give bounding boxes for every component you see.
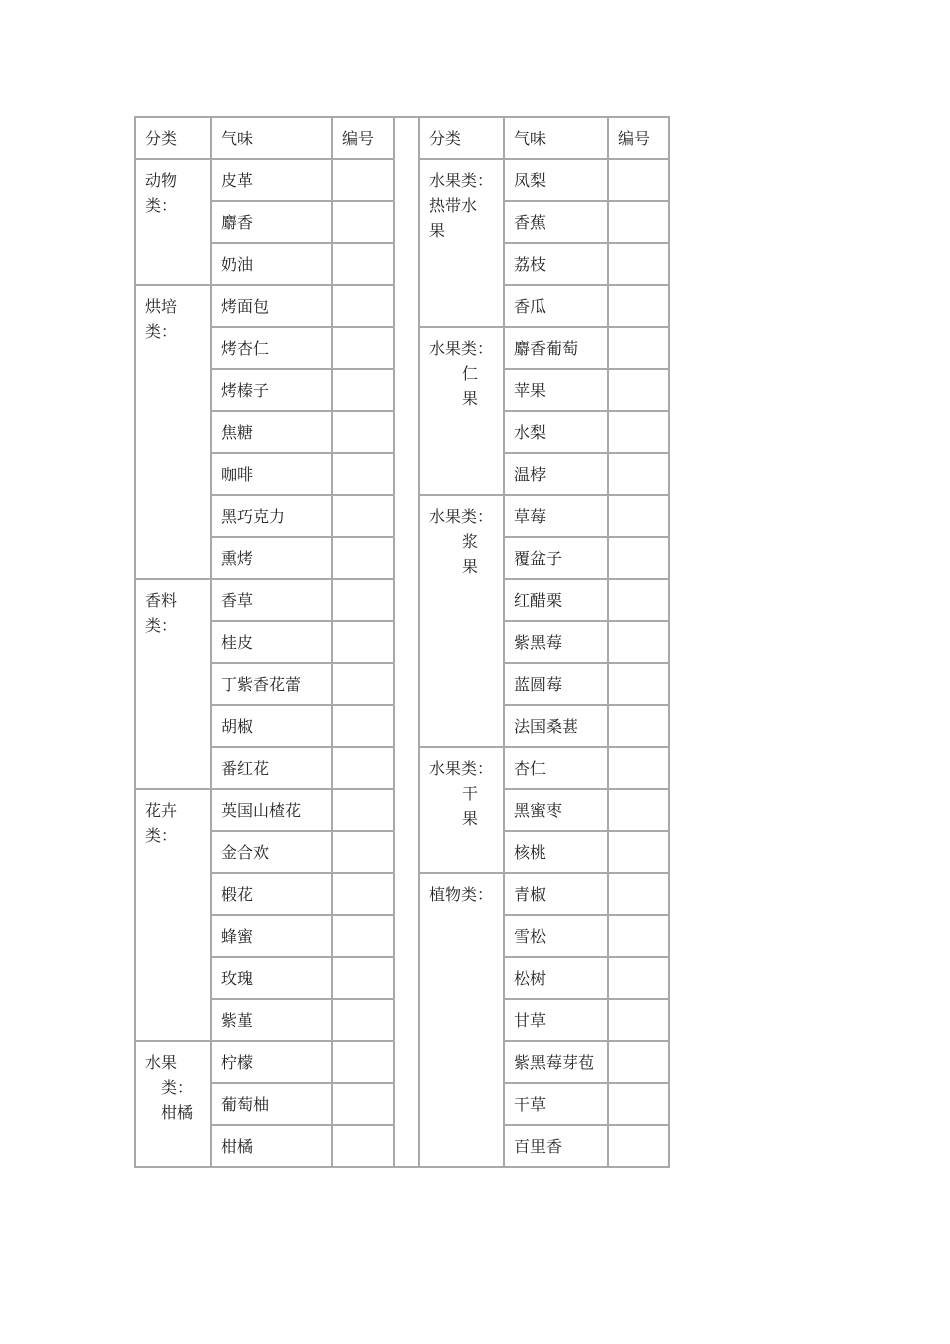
aroma-cell: 百里香 bbox=[504, 1125, 608, 1167]
number-input-cell[interactable] bbox=[332, 1041, 394, 1083]
aroma-cell: 黑蜜枣 bbox=[504, 789, 608, 831]
number-input-cell[interactable] bbox=[332, 915, 394, 957]
number-input-cell[interactable] bbox=[332, 621, 394, 663]
number-input-cell[interactable] bbox=[608, 453, 669, 495]
number-input-cell[interactable] bbox=[332, 201, 394, 243]
number-input-cell[interactable] bbox=[608, 873, 669, 915]
aroma-cell: 水梨 bbox=[504, 411, 608, 453]
aroma-cell: 奶油 bbox=[211, 243, 332, 285]
number-input-cell[interactable] bbox=[608, 579, 669, 621]
aroma-cell: 草莓 bbox=[504, 495, 608, 537]
aroma-cell: 烤榛子 bbox=[211, 369, 332, 411]
aroma-cell: 蓝圆莓 bbox=[504, 663, 608, 705]
category-label: 类： bbox=[145, 826, 178, 845]
number-input-cell[interactable] bbox=[332, 747, 394, 789]
aroma-cell: 覆盆子 bbox=[504, 537, 608, 579]
category-label: 类： bbox=[145, 196, 178, 215]
category-label: 水果类： bbox=[429, 759, 494, 778]
aroma-cell: 松树 bbox=[504, 957, 608, 999]
number-input-cell[interactable] bbox=[608, 705, 669, 747]
aroma-cell: 紫黑莓 bbox=[504, 621, 608, 663]
aroma-cell: 青椒 bbox=[504, 873, 608, 915]
aroma-cell: 烤杏仁 bbox=[211, 327, 332, 369]
number-input-cell[interactable] bbox=[332, 537, 394, 579]
category-label: 类： bbox=[161, 1078, 194, 1097]
number-input-cell[interactable] bbox=[608, 789, 669, 831]
category-label: 动物 bbox=[145, 171, 178, 190]
number-input-cell[interactable] bbox=[608, 663, 669, 705]
aroma-cell: 柑橘 bbox=[211, 1125, 332, 1167]
column-separator bbox=[394, 117, 419, 1167]
header-aroma-left: 气味 bbox=[211, 117, 332, 159]
aroma-cell: 凤梨 bbox=[504, 159, 608, 201]
header-aroma-right: 气味 bbox=[504, 117, 608, 159]
aroma-cell: 干草 bbox=[504, 1083, 608, 1125]
aroma-cell: 丁紫香花蕾 bbox=[211, 663, 332, 705]
category-label: 果 bbox=[462, 809, 479, 828]
number-input-cell[interactable] bbox=[608, 201, 669, 243]
number-input-cell[interactable] bbox=[332, 369, 394, 411]
header-number-left: 编号 bbox=[332, 117, 394, 159]
number-input-cell[interactable] bbox=[608, 285, 669, 327]
number-input-cell[interactable] bbox=[332, 957, 394, 999]
number-input-cell[interactable] bbox=[608, 747, 669, 789]
header-category-left: 分类 bbox=[135, 117, 211, 159]
number-input-cell[interactable] bbox=[332, 789, 394, 831]
category-label: 浆 bbox=[462, 532, 479, 551]
category-label: 花卉 bbox=[145, 801, 178, 820]
category-label: 水果类： bbox=[429, 171, 494, 190]
aroma-cell: 紫黑莓芽苞 bbox=[504, 1041, 608, 1083]
category-label: 水果 bbox=[145, 1053, 178, 1072]
category-label: 类： bbox=[145, 322, 178, 341]
category-cell-right bbox=[419, 159, 504, 327]
category-cell-right bbox=[419, 873, 504, 1167]
aroma-cell: 英国山楂花 bbox=[211, 789, 332, 831]
number-input-cell[interactable] bbox=[608, 831, 669, 873]
aroma-cell: 桂皮 bbox=[211, 621, 332, 663]
aroma-cell: 雪松 bbox=[504, 915, 608, 957]
aroma-cell: 熏烤 bbox=[211, 537, 332, 579]
number-input-cell[interactable] bbox=[332, 1083, 394, 1125]
category-cell-left bbox=[135, 1041, 211, 1167]
number-input-cell[interactable] bbox=[608, 411, 669, 453]
aroma-cell: 皮革 bbox=[211, 159, 332, 201]
category-label: 植物类： bbox=[429, 885, 494, 904]
number-input-cell[interactable] bbox=[332, 285, 394, 327]
category-cell-right bbox=[419, 327, 504, 495]
number-input-cell[interactable] bbox=[608, 537, 669, 579]
number-input-cell[interactable] bbox=[332, 831, 394, 873]
category-cell-right bbox=[419, 747, 504, 873]
aroma-cell: 杏仁 bbox=[504, 747, 608, 789]
aroma-cell: 椴花 bbox=[211, 873, 332, 915]
number-input-cell[interactable] bbox=[332, 873, 394, 915]
aroma-cell: 烤面包 bbox=[211, 285, 332, 327]
aroma-cell: 咖啡 bbox=[211, 453, 332, 495]
number-input-cell[interactable] bbox=[332, 243, 394, 285]
number-input-cell[interactable] bbox=[332, 495, 394, 537]
aroma-cell: 香瓜 bbox=[504, 285, 608, 327]
aroma-cell: 番红花 bbox=[211, 747, 332, 789]
number-input-cell[interactable] bbox=[608, 1041, 669, 1083]
number-input-cell[interactable] bbox=[332, 327, 394, 369]
category-label: 水果类： bbox=[429, 339, 494, 358]
number-input-cell[interactable] bbox=[608, 915, 669, 957]
aroma-table bbox=[134, 116, 670, 1168]
table-body bbox=[135, 117, 669, 1167]
aroma-cell: 玫瑰 bbox=[211, 957, 332, 999]
number-input-cell[interactable] bbox=[332, 999, 394, 1041]
category-cell-left bbox=[135, 789, 211, 1041]
number-input-cell[interactable] bbox=[332, 159, 394, 201]
category-label: 香料 bbox=[145, 591, 178, 610]
number-input-cell[interactable] bbox=[608, 621, 669, 663]
number-input-cell[interactable] bbox=[608, 327, 669, 369]
number-input-cell[interactable] bbox=[332, 411, 394, 453]
aroma-cell: 蜂蜜 bbox=[211, 915, 332, 957]
aroma-cell: 苹果 bbox=[504, 369, 608, 411]
number-input-cell[interactable] bbox=[608, 1125, 669, 1167]
category-cell-left bbox=[135, 579, 211, 789]
category-cell-left bbox=[135, 285, 211, 579]
aroma-cell: 法国桑葚 bbox=[504, 705, 608, 747]
aroma-cell: 香蕉 bbox=[504, 201, 608, 243]
number-input-cell[interactable] bbox=[332, 579, 394, 621]
aroma-cell: 甘草 bbox=[504, 999, 608, 1041]
category-cell-left bbox=[135, 159, 211, 285]
category-label: 类： bbox=[145, 616, 178, 635]
number-input-cell[interactable] bbox=[608, 495, 669, 537]
aroma-cell: 香草 bbox=[211, 579, 332, 621]
number-input-cell[interactable] bbox=[608, 957, 669, 999]
header-category-right: 分类 bbox=[419, 117, 504, 159]
aroma-cell: 麝香葡萄 bbox=[504, 327, 608, 369]
category-label: 果 bbox=[462, 557, 479, 576]
aroma-cell: 核桃 bbox=[504, 831, 608, 873]
number-input-cell[interactable] bbox=[608, 243, 669, 285]
aroma-cell: 温桲 bbox=[504, 453, 608, 495]
category-label: 柑橘 bbox=[161, 1103, 194, 1122]
aroma-cell: 荔枝 bbox=[504, 243, 608, 285]
aroma-cell: 焦糖 bbox=[211, 411, 332, 453]
aroma-cell: 胡椒 bbox=[211, 705, 332, 747]
aroma-cell: 麝香 bbox=[211, 201, 332, 243]
aroma-cell: 金合欢 bbox=[211, 831, 332, 873]
aroma-cell: 红醋栗 bbox=[504, 579, 608, 621]
number-input-cell[interactable] bbox=[608, 159, 669, 201]
aroma-cell: 黑巧克力 bbox=[211, 495, 332, 537]
category-cell-right bbox=[419, 495, 504, 747]
number-input-cell[interactable] bbox=[332, 663, 394, 705]
number-input-cell[interactable] bbox=[332, 453, 394, 495]
number-input-cell[interactable] bbox=[332, 1125, 394, 1167]
header-number-right: 编号 bbox=[608, 117, 669, 159]
aroma-cell: 紫堇 bbox=[211, 999, 332, 1041]
number-input-cell[interactable] bbox=[608, 999, 669, 1041]
header-row bbox=[135, 117, 669, 159]
aroma-cell: 葡萄柚 bbox=[211, 1083, 332, 1125]
category-label: 果 bbox=[429, 221, 446, 240]
category-label: 仁 bbox=[462, 364, 479, 383]
number-input-cell[interactable] bbox=[608, 1083, 669, 1125]
number-input-cell[interactable] bbox=[332, 705, 394, 747]
category-label: 干 bbox=[462, 784, 479, 803]
category-label: 烘培 bbox=[145, 297, 178, 316]
number-input-cell[interactable] bbox=[608, 369, 669, 411]
category-label: 热带水 bbox=[429, 196, 478, 215]
aroma-cell: 柠檬 bbox=[211, 1041, 332, 1083]
category-label: 水果类： bbox=[429, 507, 494, 526]
category-label: 果 bbox=[462, 389, 479, 408]
